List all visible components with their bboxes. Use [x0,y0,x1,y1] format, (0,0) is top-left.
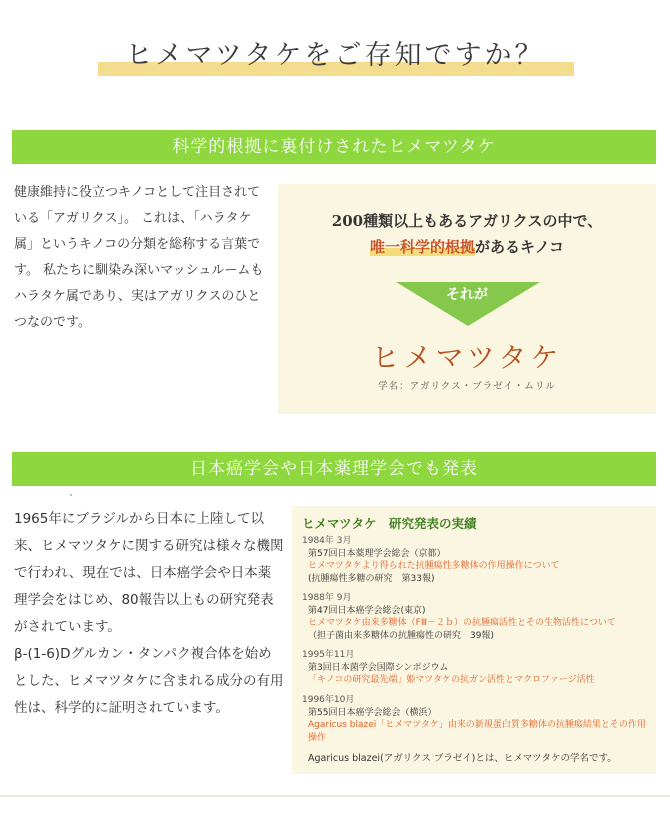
research-title: ヒメマツタケ 研究発表の実績 [302,516,477,531]
entry-date: 1996年10月 [302,695,355,705]
entry-title: 「キノコの研究最先端」姫マツタケの抗ガン活性とマクロファージ活性 [308,675,595,685]
entry-date: 1988年 9月 [302,593,352,603]
research-entry [302,592,648,642]
entry-event: 第47回日本癌学会総会(東京) [308,605,426,616]
section1-paragraph: 健康維持に役立つキノコとして注目されている「アガリクス」。 これは、「ハラタケ属」というキノコの分類を総称する言葉です。 私たちに馴染み深いマッシュルームもハラタケ属であり、実はアガリクスのひとつなのです。 [14,185,264,330]
research-footnote: Agaricus blazei(アガリクス ブラゼイ)とは、ヒメマツタケの学名です。 [308,753,617,764]
bottom-divider [0,795,670,797]
research-entry [302,535,648,585]
section2-paragraph-2: β-(1-6)Dグルカン・タンパク複合体を始めとした、ヒメマツタケに含まれる成分の有用性は、科学的に証明されています。 [14,646,284,716]
entry-note: （担子菌由来多糖体の抗腫瘍性の研究 39報) [308,630,494,641]
research-entry [302,694,648,744]
section2-heading: 日本癌学会や日本薬理学会でも発表 [12,452,656,486]
highlight-box [278,184,656,414]
box-line2 [278,236,656,257]
scientific-name: 学名：アガリクス・ブラゼイ・ムリル [378,381,556,392]
box-line2-rest: があるキノコ [475,238,564,256]
section2-paragraph [14,506,284,722]
entry-date: 1995年11月 [302,650,355,660]
entry-date: 1984年 3月 [302,536,352,546]
section2-paragraph-1: 1965年にブラジルから日本に上陸して以来、ヒメマツタケに関する研究は様々な機関で行われ、現在では、日本癌学会や日本薬理学会をはじめ、80報告以上もの研究発表がされています。 [14,511,284,635]
page-title-wrap [0,36,670,76]
page-title: ヒメマツタケをご存知ですか？ [125,40,545,71]
entry-note: (抗腫瘍性多糖の研究 第33報) [308,573,435,584]
box-line1: 200種類以上もあるアガリクスの中で、 [331,212,603,230]
mushroom-name: ヒメマツタケ [371,341,563,374]
entry-event: 第57回日本薬理学会総会（京都） [308,548,446,559]
entry-title: Agaricus blazei「ヒメマツタケ」由来の新規蛋白質多糖体の抗腫瘍結果とその作用操作 [308,720,646,743]
entry-title: ヒメマツタケ由来多糖体（FⅢ－２ｂ）の抗腫瘍活性とその生物活性について [308,618,616,628]
section1-heading: 科学的根拠に裏付けされたヒメマツタケ [12,130,656,164]
entry-event: 第55回日本癌学会総会（横浜） [308,707,437,718]
decorative-dot [70,494,72,496]
box-line2-highlight: 唯一科学的根拠 [370,238,476,256]
arrow-label: それが [446,287,488,303]
entry-event: 第3回日本菌学会国際シンポジウム [308,662,449,673]
research-box [292,506,656,774]
entry-title: ヒメマツタケより得られた抗腫瘍性多糖体の作用操作について [308,561,560,571]
research-entry [302,649,648,687]
